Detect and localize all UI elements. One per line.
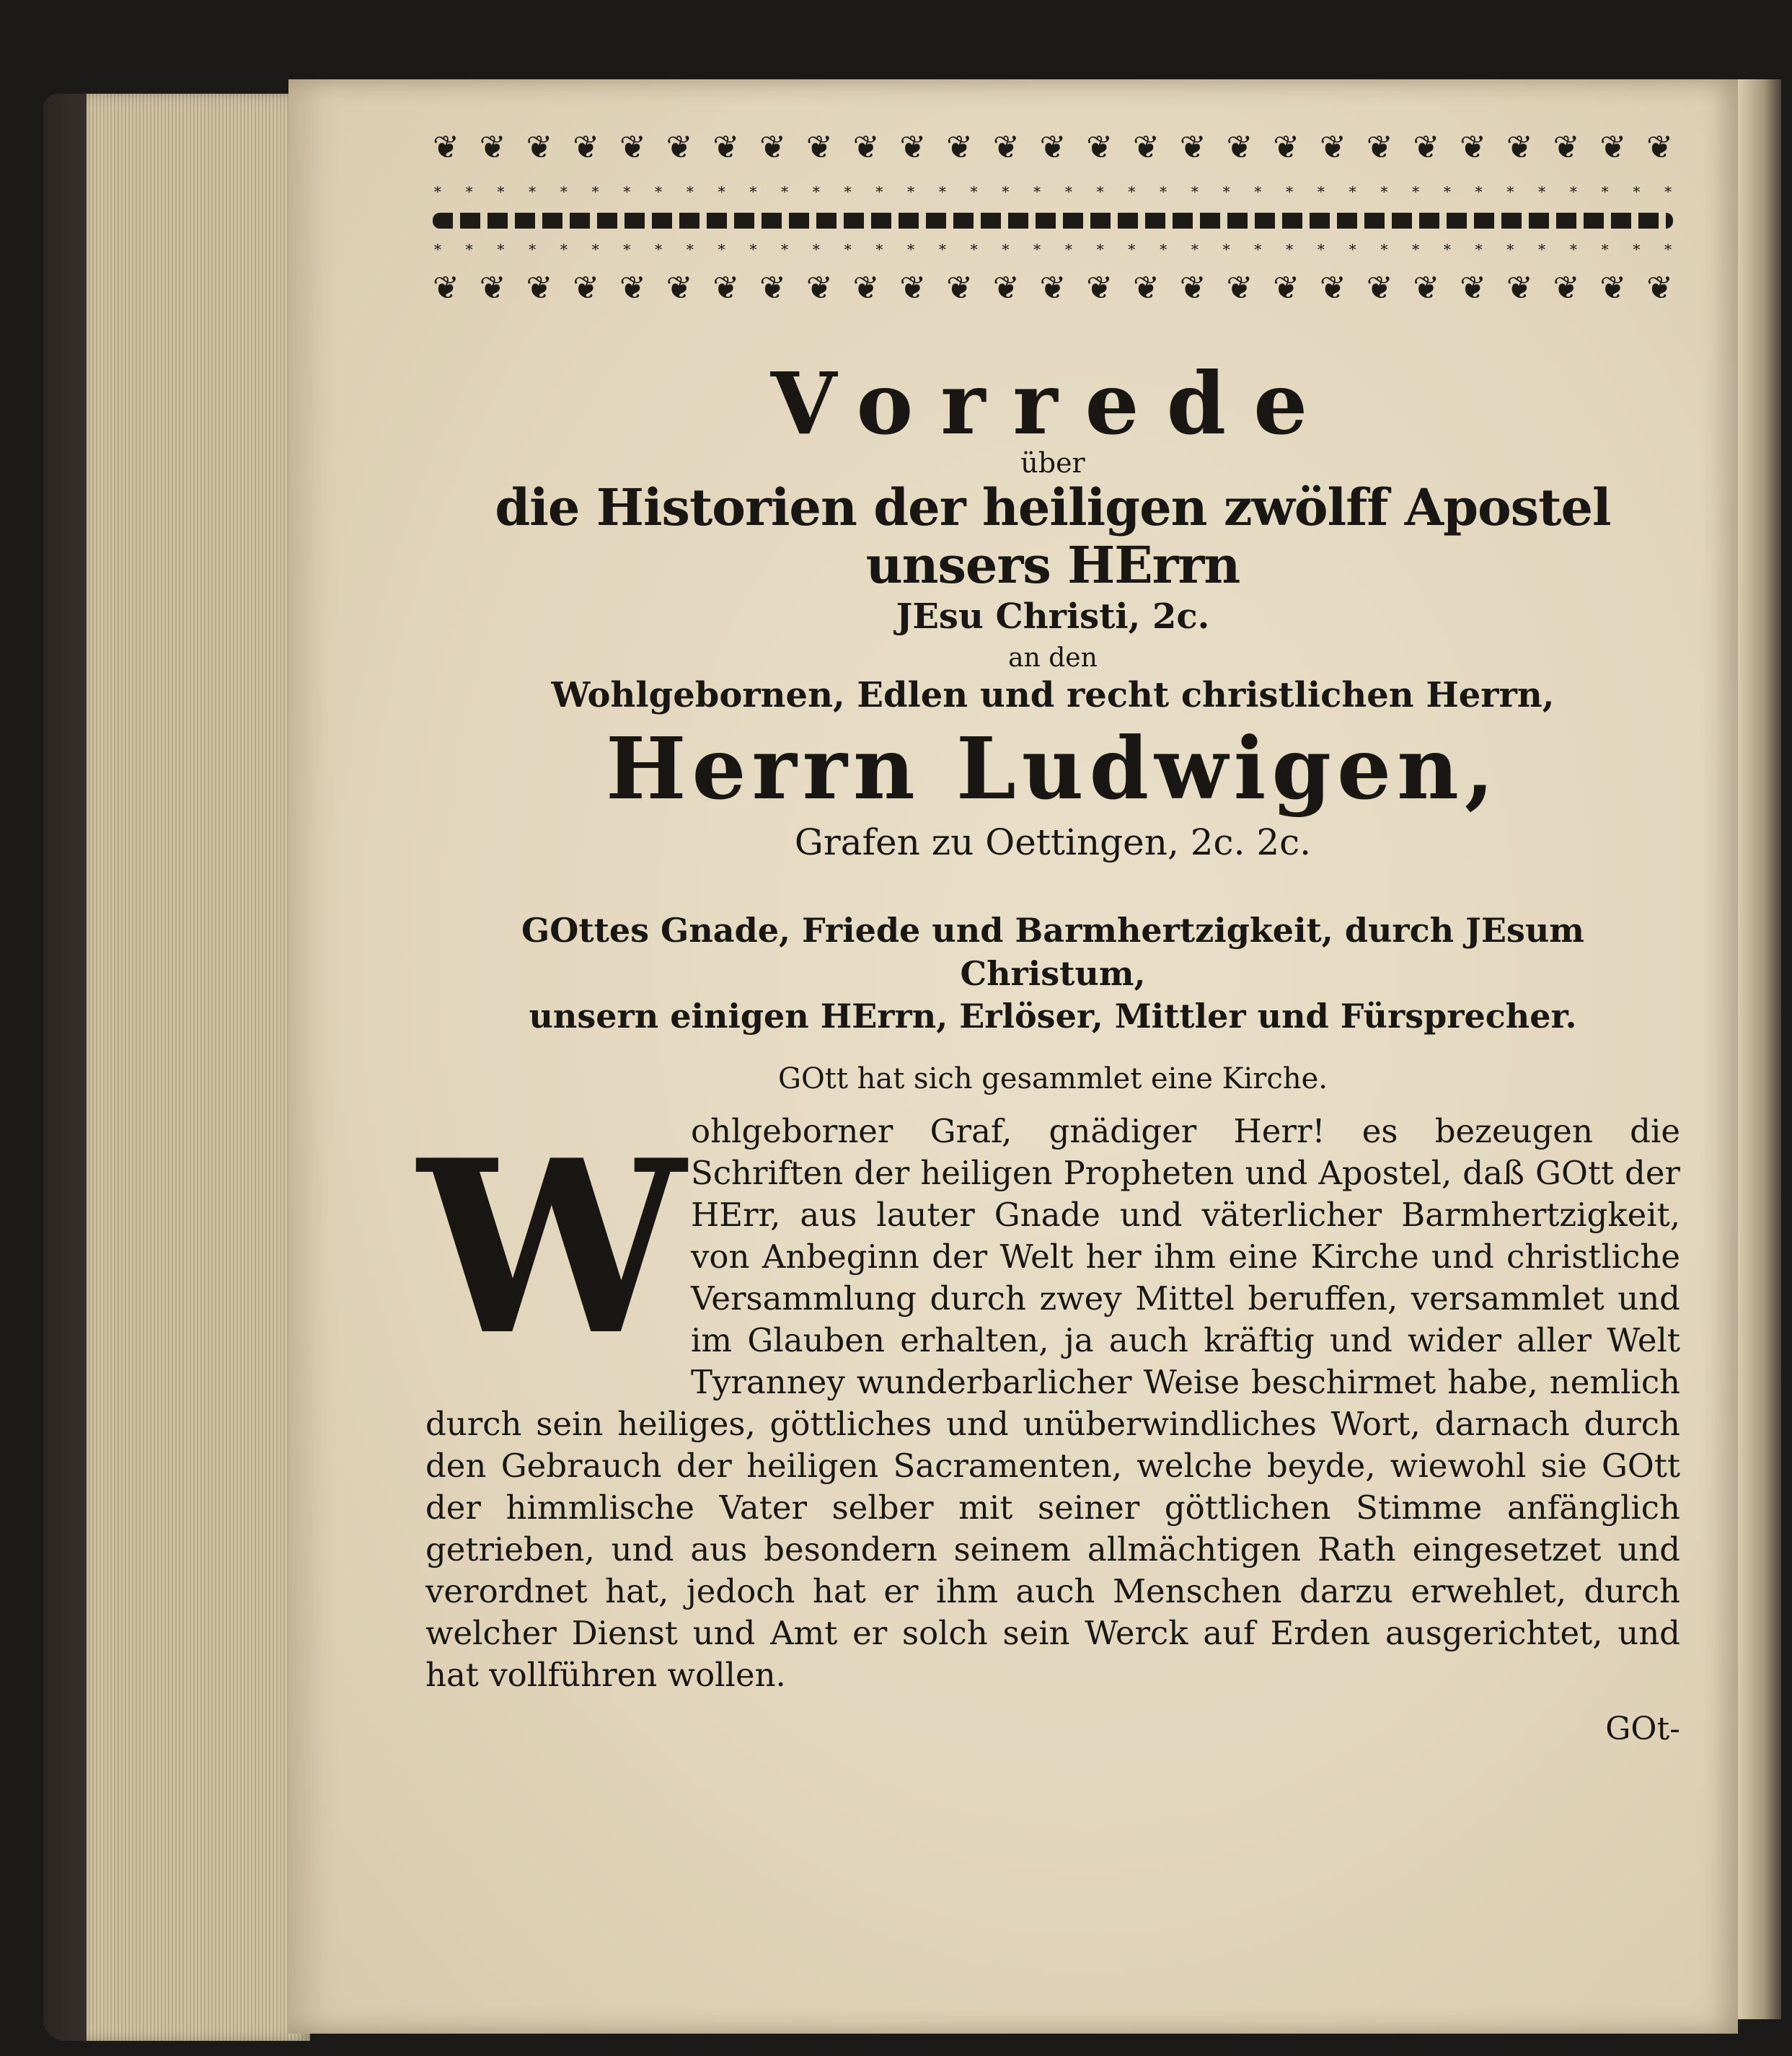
ornament-glyph: ∗: [874, 238, 885, 255]
ornament-glyph: ∗: [1411, 238, 1421, 255]
ornament-glyph: ∗: [1473, 180, 1484, 198]
ornament-glyph: ❦: [1226, 129, 1253, 166]
ornament-glyph: ∗: [653, 180, 663, 198]
ornament-glyph: ∗: [1064, 180, 1074, 198]
ornament-glyph: ∗: [1505, 238, 1516, 255]
ornament-glyph: ∗: [1190, 238, 1200, 255]
greeting-line-1: GOttes Gnade, Friede und Barmhertzigkeit, durch JEsum Christum,: [521, 910, 1584, 993]
ornament-glyph: ∗: [906, 238, 916, 255]
ornament-glyph: ∗: [1221, 180, 1232, 198]
ornament-glyph: ❦: [1133, 270, 1160, 306]
body-section: [418, 1108, 1680, 1696]
ornament-dots-bottom: [433, 238, 1673, 255]
ornamental-headpiece: [433, 130, 1687, 317]
ornament-glyph: ∗: [1284, 180, 1294, 198]
ornament-glyph: ∗: [1095, 238, 1105, 255]
ornament-glyph: ❦: [619, 129, 646, 166]
ornament-glyph: ∗: [748, 238, 759, 255]
ornament-glyph: ∗: [906, 180, 916, 198]
ornament-glyph: ∗: [495, 238, 506, 255]
ornament-glyph: ∗: [748, 180, 759, 198]
dedication-connector: an den: [1008, 643, 1098, 673]
ornament-glyph: ∗: [495, 180, 506, 198]
ornament-glyph: ❦: [852, 129, 880, 166]
ornament-glyph: ∗: [685, 180, 695, 198]
ornament-glyph: ❦: [1506, 129, 1533, 166]
ornament-glyph: ∗: [1379, 180, 1390, 198]
ornament-glyph: ∗: [968, 180, 979, 198]
ornament-glyph: ∗: [1537, 180, 1547, 198]
ornament-glyph: ∗: [1568, 238, 1579, 255]
ornament-glyph: ∗: [464, 180, 475, 198]
ornament-glyph: ∗: [622, 238, 632, 255]
ornament-glyph: ∗: [1568, 180, 1579, 198]
ornament-glyph: ❦: [805, 129, 833, 166]
ornament-glyph: ∗: [1442, 180, 1452, 198]
ornament-glyph: ❦: [573, 129, 600, 166]
subtitle-line-1: die Historien der heiligen zwölff Apostel unsers HErrn: [495, 477, 1611, 596]
ornament-glyph: ∗: [1064, 238, 1074, 255]
ornament-glyph: ❦: [526, 270, 553, 306]
ornament-glyph: ∗: [1158, 238, 1168, 255]
ornament-glyph: ∗: [937, 180, 948, 198]
decorated-initial: [418, 1108, 686, 1388]
ornament-glyph: ❦: [992, 270, 1020, 306]
catchword: GOt-: [1605, 1711, 1680, 1748]
ornament-glyph: ❦: [946, 270, 973, 306]
ornament-glyph: ❦: [1226, 270, 1253, 306]
ornament-glyph: ❦: [619, 270, 646, 306]
ornament-glyph: ∗: [1599, 180, 1610, 198]
page-gutter: [1738, 79, 1781, 2019]
ornament-glyph: ❦: [1273, 129, 1300, 166]
ornament-glyph: ❦: [1646, 129, 1673, 166]
ornament-glyph: ❦: [759, 129, 787, 166]
ornament-glyph: ∗: [1253, 238, 1263, 255]
ornament-glyph: ❦: [1646, 270, 1673, 306]
ornament-glyph: ∗: [1631, 180, 1642, 198]
ornament-glyph: ❦: [1413, 270, 1440, 306]
addressee-title: Grafen zu Oettingen, 2c. 2c.: [794, 821, 1312, 863]
ornament-glyph: ∗: [1221, 238, 1232, 255]
ornament-glyph: ∗: [1284, 238, 1294, 255]
ornament-glyph: ❦: [1086, 270, 1113, 306]
ornament-glyph: ∗: [1663, 238, 1673, 255]
ornament-glyph: ❦: [573, 270, 600, 306]
ornament-glyph: ❦: [899, 270, 927, 306]
ornament-glyph: ∗: [1347, 238, 1358, 255]
greeting-line-2: unsern einigen HErrn, Erlöser, Mittler und Fürsprecher.: [529, 997, 1577, 1036]
ornament-glyph: ∗: [1599, 238, 1610, 255]
subtitle-line-2: JEsu Christi, 2c.: [896, 596, 1210, 637]
ornament-glyph: ❦: [479, 129, 506, 166]
ornament-glyph: ❦: [1179, 129, 1206, 166]
ornament-glyph: ❦: [1039, 129, 1067, 166]
ornament-glyph: ❦: [712, 129, 740, 166]
ornament-row-bottom: [433, 270, 1673, 306]
ornament-glyph: ∗: [780, 238, 790, 255]
ornament-glyph: ∗: [1442, 238, 1452, 255]
ornament-glyph: ❦: [992, 129, 1020, 166]
ornament-glyph: ∗: [464, 238, 475, 255]
ornament-glyph: ❦: [1366, 270, 1393, 306]
ornament-glyph: ∗: [1663, 180, 1673, 198]
ornament-glyph: ∗: [1411, 180, 1421, 198]
ornament-wave: [433, 213, 1673, 229]
ornament-glyph: ❦: [1179, 270, 1206, 306]
ornament-glyph: ∗: [1379, 238, 1390, 255]
ornament-glyph: ❦: [1460, 270, 1487, 306]
ornament-glyph: ∗: [1505, 180, 1516, 198]
ornament-glyph: ❦: [1413, 129, 1440, 166]
ornament-glyph: ∗: [527, 180, 537, 198]
ornament-glyph: ❦: [712, 270, 740, 306]
title-connector: über: [1020, 446, 1085, 479]
ornament-glyph: ∗: [1126, 180, 1137, 198]
ornament-glyph: ❦: [1460, 129, 1487, 166]
ornament-glyph: ∗: [842, 180, 853, 198]
ornament-glyph: ❦: [433, 129, 459, 166]
page-content: [418, 129, 1680, 1749]
ornament-glyph: ∗: [559, 238, 569, 255]
ornament-glyph: ∗: [1537, 238, 1547, 255]
ornament-glyph: ❦: [1319, 270, 1346, 306]
ornament-glyph: ❦: [666, 270, 693, 306]
addressee-name: Herrn Ludwigen,: [606, 718, 1500, 819]
ornament-glyph: ❦: [1133, 129, 1160, 166]
ornament-glyph: ❦: [433, 270, 459, 306]
ornament-glyph: ∗: [1190, 180, 1200, 198]
ornament-glyph: ∗: [433, 180, 443, 198]
ornament-glyph: ❦: [899, 129, 927, 166]
ornament-glyph: ∗: [811, 180, 821, 198]
page-title: Vorrede: [770, 353, 1336, 454]
ornament-glyph: ∗: [590, 238, 601, 255]
ornament-glyph: ∗: [1253, 180, 1263, 198]
ornament-glyph: ❦: [1553, 129, 1580, 166]
ornament-row-top: [433, 130, 1673, 166]
ornament-glyph: ❦: [1599, 270, 1627, 306]
ornament-glyph: ∗: [1316, 180, 1326, 198]
ornament-glyph: ∗: [716, 180, 727, 198]
ornament-glyph: ∗: [1000, 180, 1011, 198]
ornament-glyph: ❦: [1039, 270, 1067, 306]
ornament-glyph: ❦: [526, 129, 553, 166]
initial-letter: W: [418, 1108, 686, 1388]
motto-heading: GOtt hat sich gesammlet eine Kirche.: [778, 1062, 1328, 1096]
ornament-glyph: ∗: [622, 180, 632, 198]
ornament-glyph: ❦: [1086, 129, 1113, 166]
ornament-glyph: ∗: [590, 180, 601, 198]
ornament-glyph: ∗: [559, 180, 569, 198]
ornament-glyph: ∗: [937, 238, 948, 255]
ornament-glyph: ∗: [716, 238, 727, 255]
ornament-dots-top: [433, 180, 1673, 198]
ornament-glyph: ∗: [968, 238, 979, 255]
ornament-glyph: ∗: [653, 238, 663, 255]
page-edges: [87, 94, 310, 2041]
ornament-glyph: ❦: [805, 270, 833, 306]
ornament-glyph: ❦: [1599, 129, 1627, 166]
ornament-glyph: ❦: [759, 270, 787, 306]
ornament-glyph: ∗: [685, 238, 695, 255]
ornament-glyph: ∗: [1032, 238, 1042, 255]
ornament-glyph: ∗: [780, 180, 790, 198]
ornament-glyph: ∗: [1347, 180, 1358, 198]
ornament-glyph: ∗: [1631, 238, 1642, 255]
ornament-glyph: ❦: [666, 129, 693, 166]
ornament-glyph: ∗: [1126, 238, 1137, 255]
ornament-glyph: ❦: [1553, 270, 1580, 306]
addressee-line: Wohlgebornen, Edlen und recht christlichen Herrn,: [551, 674, 1555, 715]
ornament-glyph: ❦: [1506, 270, 1533, 306]
ornament-glyph: ∗: [1000, 238, 1011, 255]
ornament-glyph: ∗: [842, 238, 853, 255]
ornament-glyph: ∗: [1158, 180, 1168, 198]
ornament-glyph: ∗: [1473, 238, 1484, 255]
ornament-glyph: ∗: [433, 238, 443, 255]
ornament-glyph: ∗: [1095, 180, 1105, 198]
ornament-glyph: ∗: [874, 180, 885, 198]
ornament-glyph: ∗: [1032, 180, 1042, 198]
ornament-glyph: ∗: [527, 238, 537, 255]
ornament-glyph: ❦: [1273, 270, 1300, 306]
ornament-glyph: ❦: [479, 270, 506, 306]
ornament-glyph: ∗: [811, 238, 821, 255]
body-paragraph: ohlgeborner Graf, gnädiger Herr! es bezeugen die Schriften der heiligen Propheten und Apostel, daß GOtt der HErr, aus lauter Gnade und väterlicher Barmhertzigkeit, von Anbeginn der Welt her ihm eine Kirche und christliche Versammlung durch zwey Mittel beruffen, versammlet und im Glauben erhalten, ja auch kräftig und wider aller Welt Tyranney wunderbarlicher Weise beschirmet habe, nemlich durch sein heiliges, göttliches und unüberwindliches Wort, darnach durch den Gebrauch der heiligen Sacramenten, welche beyde, wiewohl sie GOtt der himmlische Vater selber mit seiner göttlichen Stimme anfänglich getrieben, und aus besondern seinem allmächtigen Rath eingesetzet und verordnet hat, jedoch hat er ihm auch Menschen darzu erwehlet, durch welcher Dienst und Amt er solch sein Werck auf Erden ausgerichtet, und hat vollführen wollen.: [425, 1112, 1680, 1695]
ornament-glyph: ❦: [1366, 129, 1393, 166]
ornament-glyph: ∗: [1316, 238, 1326, 255]
ornament-glyph: ❦: [852, 270, 880, 306]
ornament-glyph: ❦: [946, 129, 973, 166]
ornament-glyph: ❦: [1319, 129, 1346, 166]
